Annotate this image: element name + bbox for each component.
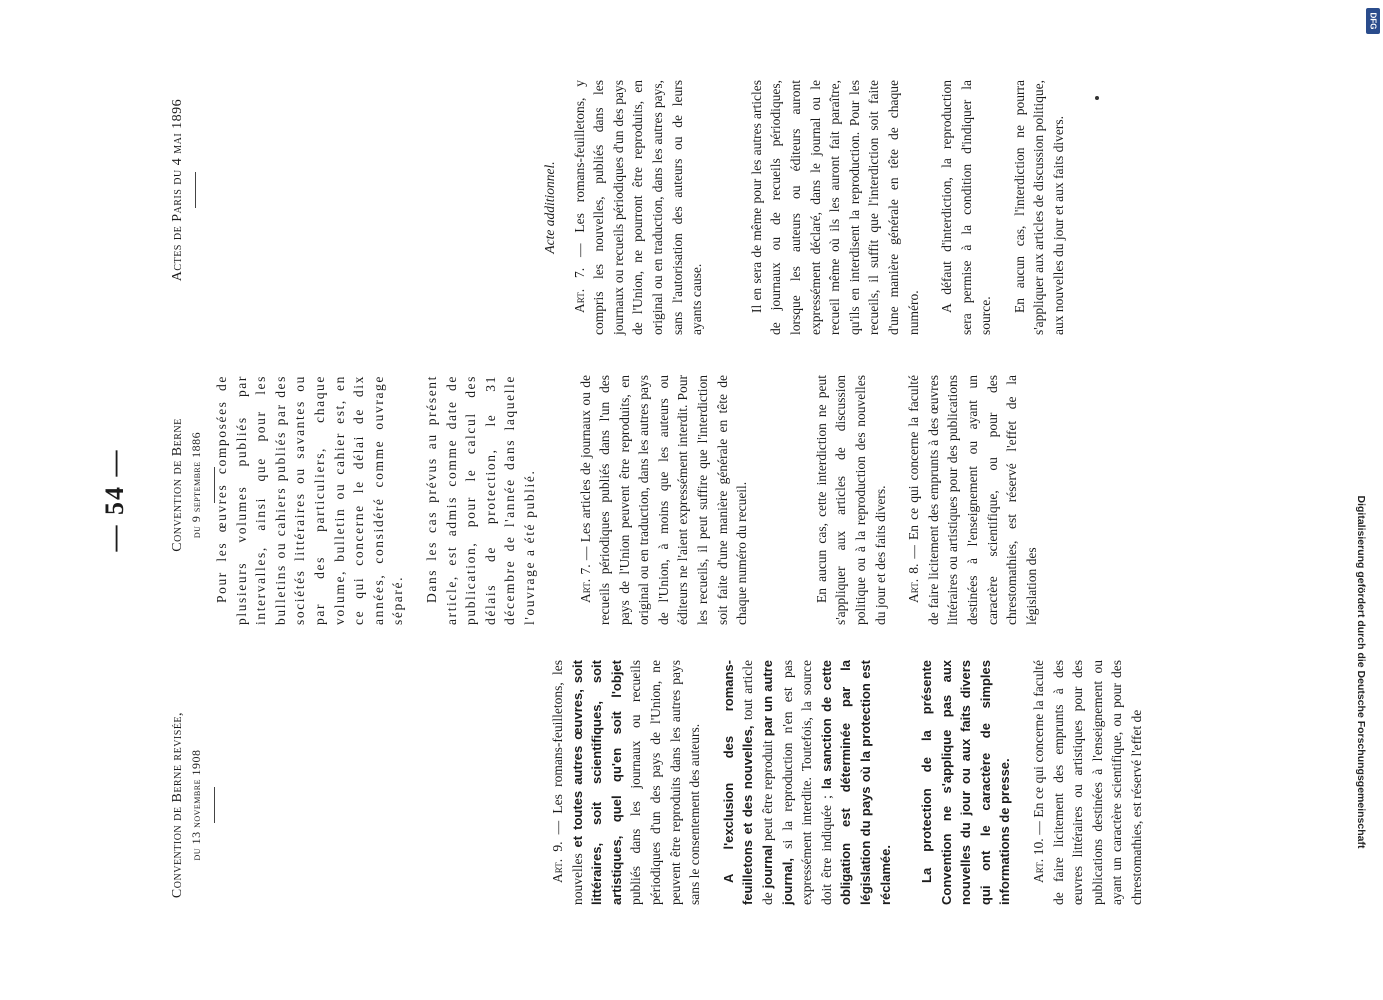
header-left bbox=[168, 655, 215, 955]
para2-bold-1: A l'exclusion des romans-feuilletons et des nouvelles, bbox=[720, 660, 756, 905]
header-right-line1: Actes de Paris du 4 mai 1896 bbox=[170, 98, 185, 282]
middle-article-8-heading: Art. 8. — bbox=[906, 539, 922, 603]
article-9-paragraph-3 bbox=[917, 660, 1015, 905]
middle-article-7-text: Les articles de journaux ou de recueils périodiques publiés dans l'un des pays de l'Union peuvent être reproduits, en original ou en traduction, dans les autres pays de l'Union, à moins que les auteurs ou éditeurs ne l'aient expressément interdit. Pour les recueils, il peut suffire que l'interdiction soit faite d'une manière générale en tête de chaque numéro du recueil. bbox=[577, 375, 750, 625]
additional-act-title: Acte additionnel. bbox=[542, 161, 557, 254]
digitization-note-text: Digitalisierung gefördert durch die Deutsche Forschungsgemeinschaft bbox=[1355, 495, 1367, 849]
digitization-note bbox=[1350, 392, 1372, 952]
right-article-7 bbox=[570, 80, 707, 335]
stray-dot bbox=[1095, 96, 1099, 100]
para3-bold: La protection de la présente Convention ne s'applique pas aux nouvelles du jour ou aux faits divers qui ont le caractère de simples informations de presse. bbox=[919, 660, 1013, 905]
middle-paragraph-4: En aucun cas, cette interdiction ne peut s'appliquer aux articles de discussion politique ou à la reproduction des nouvelles du jour et des faits divers. bbox=[813, 375, 888, 625]
column-1908 bbox=[548, 660, 1161, 905]
article-9-bold-1: et toutes autres œuvres, soit littéraires, soit scientifiques, soit artistiques, quel qu'en soit l'objet bbox=[569, 660, 624, 905]
article-10-heading: Art. 10. — bbox=[1031, 817, 1047, 883]
column-1896 bbox=[540, 80, 1083, 335]
header-left-rule bbox=[214, 787, 215, 823]
para2-bold-2: journal bbox=[759, 844, 775, 889]
middle-article-8-text: En ce qui concerne la faculté de faire licitement des emprunts à des œuvres littéraires ou artistiques pour des publications destinées à l'enseignement ou ayant un caractère scientifique, ou pour des chrestomathies, est réservé l'effet de la législation des bbox=[906, 375, 1039, 625]
header-right bbox=[168, 40, 196, 340]
dfg-logo bbox=[1366, 8, 1380, 34]
article-9-paragraph bbox=[548, 660, 705, 905]
right-article-7-text: Les romans-feuilletons, y compris les nouvelles, publiés dans les journaux ou recueils périodiques d'un des pays de l'Union, ne pourront être reproduits, en original ou en traduction, dans les autres pays, sans l'autorisation des auteurs ou de leurs ayants cause. bbox=[571, 80, 705, 335]
middle-article-7-heading: Art. 7. — bbox=[577, 542, 593, 603]
article-9-heading: Art. 9. — bbox=[550, 813, 565, 883]
para2-text-1: tout article de bbox=[740, 660, 775, 905]
para2-text-3: si la reproduction n'en est pas expressément interdite. Toutefois, la source doit être indiquée ; bbox=[779, 660, 834, 905]
middle-paragraph-1: Pour les œuvres composées de plusieurs volumes publiés par intervalles, ainsi que pour les bulletins ou cahiers publiés par des sociétés littéraires ou savantes ou par des particuliers, chaque volume, bulletin ou cahier est, en ce qui concerne le délai de dix années, considéré comme ouvrage séparé. bbox=[214, 375, 406, 625]
middle-article-7 bbox=[576, 375, 752, 625]
header-left-line1: Convention de Berne revisée, bbox=[170, 711, 185, 899]
para2-bold-3: par un autre journal, bbox=[759, 660, 795, 905]
right-paragraph-3: A défaut d'interdiction, la reproduction sera permise à la condition d'indiquer la source. bbox=[939, 80, 994, 335]
right-article-7-heading: Art. 7. — bbox=[571, 232, 587, 313]
header-middle-line2: du 9 septembre 1886 bbox=[189, 431, 203, 539]
article-9-paragraph-2 bbox=[719, 660, 895, 905]
column-1886 bbox=[212, 375, 1055, 625]
page-number: — 54 — bbox=[100, 448, 129, 552]
article-10-paragraph bbox=[1029, 660, 1147, 905]
right-paragraph-2: Il en sera de même pour les autres articles de journaux ou de recueils périodiques, lorsque les auteurs ou éditeurs auront expressément déclaré, dans le journal ou le recueil même où ils les auront fait paraître, qu'ils en interdisent la reproduction. Pour les recueils, il suffit que l'interdiction soit faite d'une manière générale en tête de chaque numéro. bbox=[748, 80, 921, 335]
dfg-logo-text: DFG bbox=[1368, 12, 1378, 30]
middle-article-8 bbox=[904, 375, 1041, 625]
header-right-rule bbox=[195, 172, 196, 208]
para2-bold-4: la sanction de cette obligation est déterminée par la législation du pays où la protection est réclamée. bbox=[818, 659, 893, 905]
para2-text-2: peut être reproduit bbox=[759, 736, 775, 845]
article-9-text-2: publiés dans les journaux ou recueils périodiques d'un des pays de l'Union, ne peuvent être reproduits dans les autres pays sans le consentement des auteurs. bbox=[628, 660, 703, 905]
header-middle-line1: Convention de Berne bbox=[170, 418, 185, 552]
header-left-line2: du 13 novembre 1908 bbox=[189, 749, 203, 861]
middle-paragraph-2: Dans les cas prévus au présent article, est admis comme date de publication, pour le calcul des délais de protection, le 31 décembre de l'année dans laquelle l'ouvrage a été publié. bbox=[423, 375, 537, 625]
article-9-text-1: Les romans-feuilletons, les nouvelles bbox=[550, 660, 585, 905]
right-paragraph-4: En aucun cas, l'interdiction ne pourra s'appliquer aux articles de discussion politique, aux nouvelles du jour et aux faits divers. bbox=[1011, 80, 1067, 335]
header-middle bbox=[168, 345, 215, 625]
article-10-text: En ce qui concerne la faculté de faire licitement des emprunts à des œuvres littéraires ou artistiques pour des publications destinées à l'enseignement ou ayant un caractère scientifique, ou pour des chrestomathies, est réservé l'effet de bbox=[1031, 660, 1145, 905]
